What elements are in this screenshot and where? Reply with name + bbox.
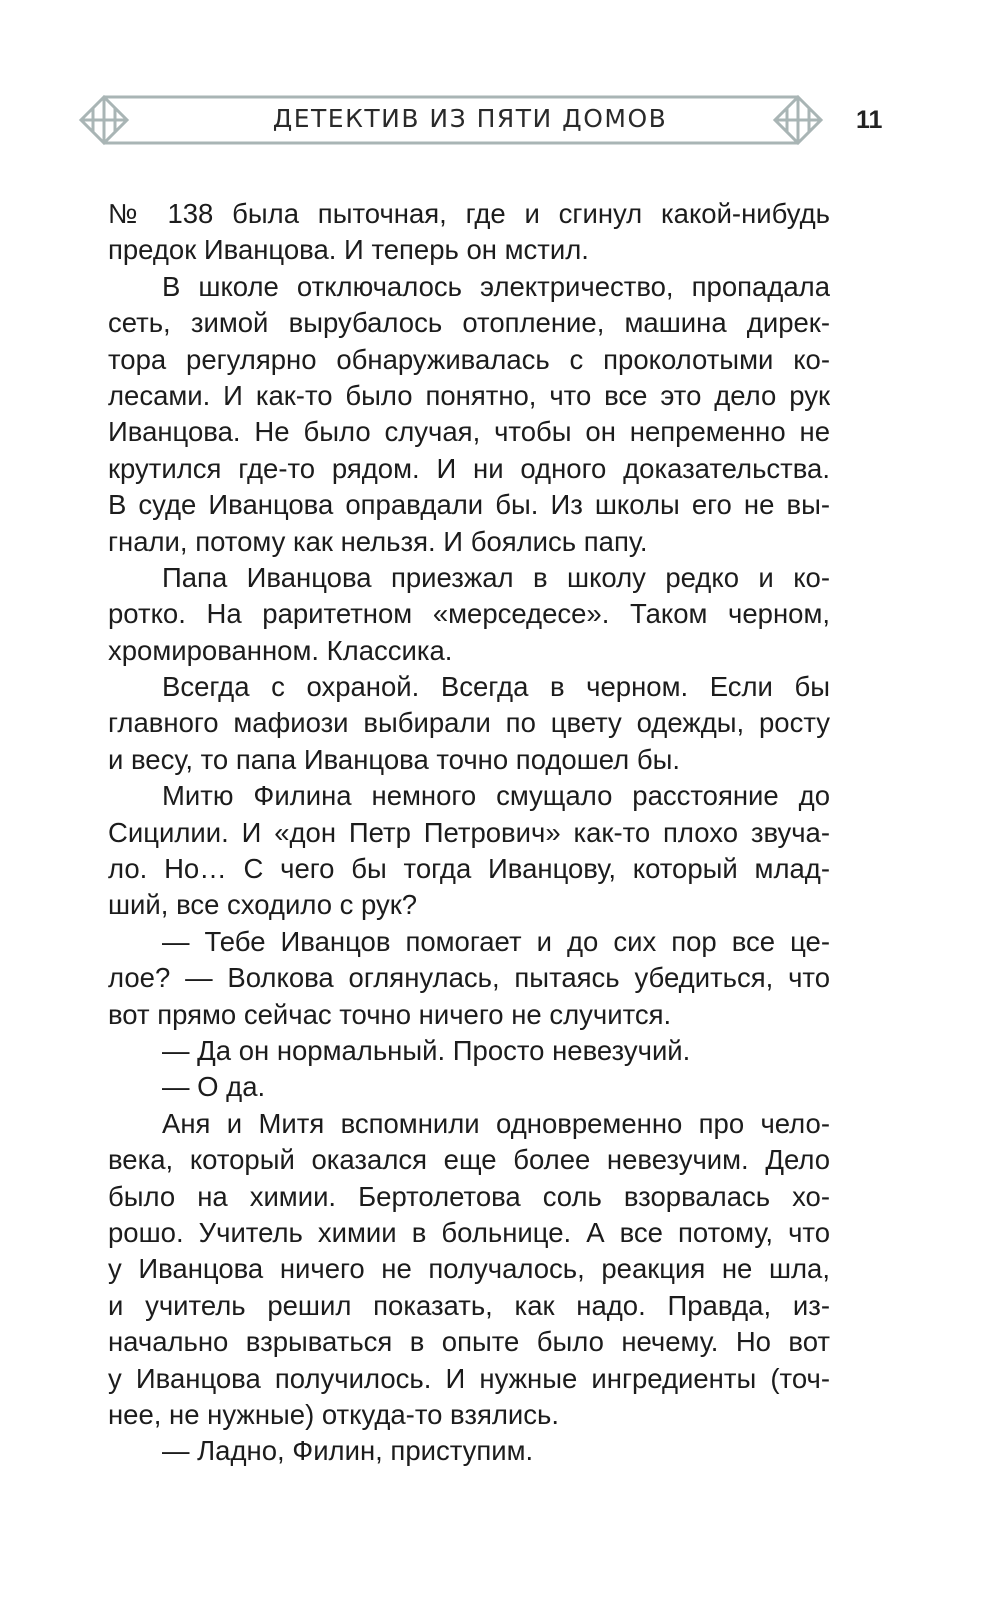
header-ornament-frame — [0, 0, 1000, 200]
left-diamond-ornament-icon — [81, 97, 127, 143]
paragraph-first-line: Всегда с охраной. Всегда в черном. Если бы — [162, 671, 830, 703]
paragraph-first-line: Митю Филина немного смущало расстояние до — [162, 780, 830, 812]
text-line: было на химии. Бертолетова соль взорвалась хо- — [108, 1180, 830, 1212]
text-line: ло. Но… С чего бы тогда Иванцову, который млад- — [108, 853, 830, 885]
text-line: тора регулярно обнаруживалась с проколотыми ко- — [108, 343, 830, 375]
page-number: 11 — [856, 106, 883, 134]
text-line: ший, все сходило с рук? — [108, 889, 418, 921]
paragraph-first-line: В школе отключалось электричество, пропадала — [162, 270, 830, 302]
text-line: Иванцова. Не было случая, чтобы он непременно не — [108, 416, 830, 448]
text-line: лое? — Волкова оглянулась, пытаясь убедиться, что — [108, 962, 830, 994]
text-line: В суде Иванцова оправдали бы. Из школы его не вы- — [108, 489, 830, 521]
text-line: гнали, потому как нельзя. И боялись папу. — [108, 525, 648, 557]
text-line: предок Иванцова. И теперь он мстил. — [108, 234, 589, 266]
text-line: и весу, то папа Иванцова точно подошел бы. — [108, 743, 681, 775]
dialogue-line: — Тебе Иванцов помогает и до сих пор все це- — [162, 925, 830, 957]
page-body-text — [108, 196, 830, 1470]
text-line: № 138 была пыточная, где и сгинул какой-нибудь — [108, 198, 830, 229]
text-line: ротко. На раритетном «мерседесе». Таком черном, — [108, 598, 830, 630]
text-line: и учитель решил показать, как надо. Правда, из- — [108, 1289, 830, 1321]
paragraph-first-line: Аня и Митя вспомнили одновременно про чело- — [162, 1107, 830, 1139]
text-line: Сицилии. И «дон Петр Петрович» как-то плохо звуча- — [108, 816, 830, 848]
text-line: у Иванцова ничего не получалось, реакция не шла, — [108, 1253, 830, 1285]
dialogue-line: — О да. — [162, 1071, 266, 1103]
text-line: лесами. И как-то было понятно, что все это дело рук — [108, 379, 830, 411]
text-line: крутился где-то рядом. И ни одного доказательства. — [108, 452, 830, 484]
running-title: ДЕТЕКТИВ ИЗ ПЯТИ ДОМОВ — [272, 104, 668, 133]
text-line: сеть, зимой вырубалось отопление, машина дирек- — [108, 307, 830, 339]
paragraph-first-line: Папа Иванцова приезжал в школу редко и ко- — [162, 561, 830, 593]
text-line: века, который оказался еще более невезучим. Дело — [108, 1144, 830, 1176]
text-line: у Иванцова получилось. И нужные ингредиенты (точ- — [108, 1362, 830, 1394]
text-line: вот прямо сейчас точно ничего не случится. — [108, 998, 672, 1030]
text-line: начально взрываться в опыте было нечему. Но вот — [108, 1326, 830, 1358]
text-line: нее, не нужные) откуда-то взялись. — [108, 1398, 559, 1430]
text-line: главного мафиози выбирали по цвету одежды, росту — [108, 707, 830, 739]
text-line: рошо. Учитель химии в больнице. А все потому, что — [108, 1216, 830, 1248]
running-header — [0, 0, 1000, 200]
right-diamond-ornament-icon — [775, 97, 821, 143]
text-line: хромированном. Классика. — [108, 634, 453, 666]
dialogue-line: — Да он нормальный. Просто невезучий. — [162, 1034, 691, 1066]
dialogue-line: — Ладно, Филин, приступим. — [162, 1435, 534, 1467]
